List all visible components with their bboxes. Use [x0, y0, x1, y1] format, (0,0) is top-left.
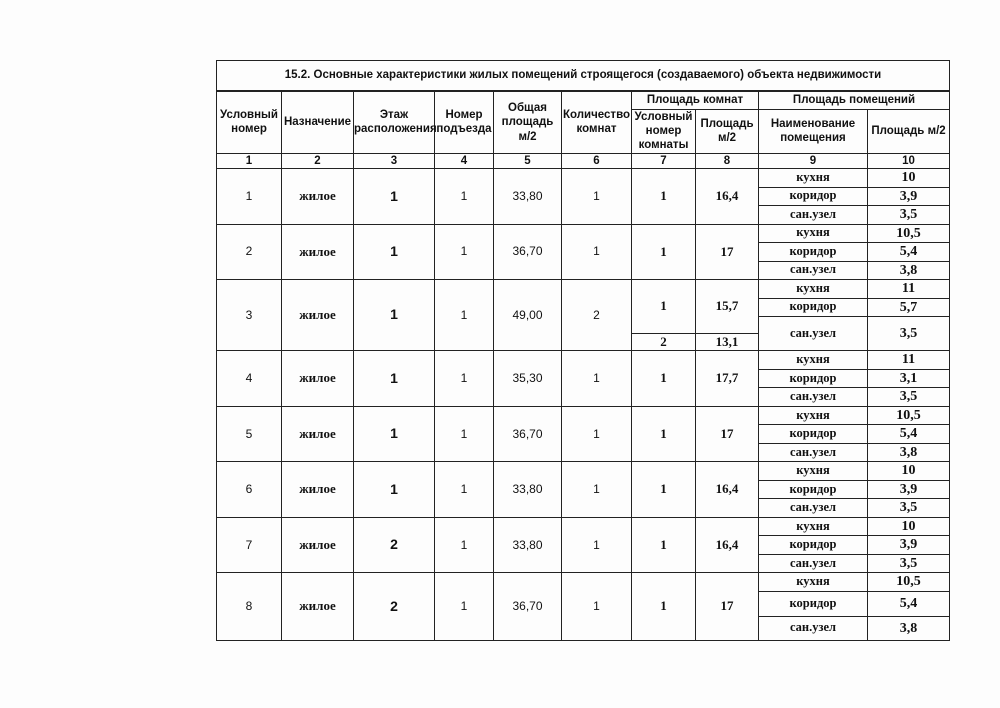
premise-area: 5,4: [868, 591, 950, 616]
table-row: [217, 169, 950, 188]
header-premise-name: Наименование помещения: [759, 109, 868, 153]
premise-area: 3,8: [868, 261, 950, 280]
premise-area: 10,5: [868, 224, 950, 243]
header-room-area: Площадь м/2: [696, 109, 759, 153]
premise-name: сан.узел: [759, 616, 868, 640]
table-row: [217, 406, 950, 425]
apartment-entrance: 1: [435, 573, 494, 641]
table-row: [217, 517, 950, 536]
column-number: 6: [562, 153, 632, 168]
apartment-number: 3: [217, 280, 282, 351]
apartment-total-area: 35,30: [494, 351, 562, 407]
header-floor: Этаж расположения: [354, 91, 435, 153]
apartment-rooms-count: 2: [562, 280, 632, 351]
table-row: [217, 462, 950, 481]
apartment-rooms-count: 1: [562, 224, 632, 280]
apartment-total-area: 36,70: [494, 406, 562, 462]
room-number: 1: [632, 224, 696, 280]
table-row: [217, 280, 950, 299]
apartment-total-area: 33,80: [494, 169, 562, 225]
premise-area: 3,8: [868, 443, 950, 462]
header-room-cond-number: Условный номер комнаты: [632, 109, 696, 153]
table-row: [217, 573, 950, 592]
apartment-number: 2: [217, 224, 282, 280]
room-number: 2: [632, 334, 696, 351]
apartment-rooms-count: 1: [562, 169, 632, 225]
apartment-floor: 2: [354, 517, 435, 573]
premise-area: 3,5: [868, 499, 950, 518]
apartment-purpose: жилое: [282, 573, 354, 641]
premise-name: сан.узел: [759, 554, 868, 573]
premise-name: кухня: [759, 462, 868, 481]
apartment-rooms-count: 1: [562, 351, 632, 407]
apartment-total-area: 36,70: [494, 224, 562, 280]
premise-name: кухня: [759, 517, 868, 536]
premise-name: сан.узел: [759, 388, 868, 407]
column-number: 4: [435, 153, 494, 168]
room-area: 17: [696, 224, 759, 280]
header-rooms-count: Количество комнат: [562, 91, 632, 153]
column-number: 10: [868, 153, 950, 168]
room-number: 1: [632, 462, 696, 518]
apartment-number: 5: [217, 406, 282, 462]
apartment-entrance: 1: [435, 406, 494, 462]
premise-area: 5,4: [868, 425, 950, 444]
premise-area: 11: [868, 280, 950, 299]
apartment-purpose: жилое: [282, 224, 354, 280]
apartment-rooms-count: 1: [562, 573, 632, 641]
premise-area: 10: [868, 517, 950, 536]
header-premise-area: Площадь м/2: [868, 109, 950, 153]
apartment-rooms-count: 1: [562, 517, 632, 573]
apartment-entrance: 1: [435, 351, 494, 407]
table-title: 15.2. Основные характеристики жилых помещений строящегося (создаваемого) объекта недвижимости: [217, 61, 950, 92]
premise-area: 3,5: [868, 554, 950, 573]
apartment-floor: 1: [354, 462, 435, 518]
apartment-number: 7: [217, 517, 282, 573]
premise-area: 10,5: [868, 573, 950, 592]
premise-name: кухня: [759, 224, 868, 243]
room-number: 1: [632, 406, 696, 462]
apartment-total-area: 33,80: [494, 462, 562, 518]
premise-name: кухня: [759, 169, 868, 188]
room-area: 16,4: [696, 462, 759, 518]
room-number: 1: [632, 573, 696, 641]
apartment-entrance: 1: [435, 169, 494, 225]
header-purpose: Назначение: [282, 91, 354, 153]
header-cond-number: Условный номер: [217, 91, 282, 153]
premise-area: 11: [868, 351, 950, 370]
column-number: 3: [354, 153, 435, 168]
room-area: 15,7: [696, 280, 759, 334]
apartment-floor: 1: [354, 351, 435, 407]
premise-name: коридор: [759, 187, 868, 206]
apartment-entrance: 1: [435, 462, 494, 518]
apartment-total-area: 36,70: [494, 573, 562, 641]
table-row: [217, 224, 950, 243]
header-entrance: Номер подъезда: [435, 91, 494, 153]
premise-area: 3,9: [868, 187, 950, 206]
premise-name: коридор: [759, 591, 868, 616]
room-area: 17: [696, 573, 759, 641]
apartment-entrance: 1: [435, 224, 494, 280]
apartment-purpose: жилое: [282, 169, 354, 225]
premise-area: 3,5: [868, 206, 950, 225]
premise-name: сан.узел: [759, 499, 868, 518]
apartment-floor: 1: [354, 169, 435, 225]
apartment-entrance: 1: [435, 280, 494, 351]
premise-name: кухня: [759, 406, 868, 425]
room-area: 13,1: [696, 334, 759, 351]
premise-name: коридор: [759, 480, 868, 499]
premise-name: кухня: [759, 280, 868, 299]
apartment-purpose: жилое: [282, 280, 354, 351]
premise-name: сан.узел: [759, 261, 868, 280]
apartment-total-area: 49,00: [494, 280, 562, 351]
header-premises-area-group: Площадь помещений: [759, 91, 950, 109]
apartment-number: 1: [217, 169, 282, 225]
room-number: 1: [632, 351, 696, 407]
premise-area: 10,5: [868, 406, 950, 425]
apartment-floor: 2: [354, 573, 435, 641]
premise-name: сан.узел: [759, 206, 868, 225]
apartment-floor: 1: [354, 280, 435, 351]
apartment-number: 6: [217, 462, 282, 518]
apartment-purpose: жилое: [282, 351, 354, 407]
room-area: 17,7: [696, 351, 759, 407]
apartment-entrance: 1: [435, 517, 494, 573]
premise-name: коридор: [759, 425, 868, 444]
table-row: [217, 351, 950, 370]
room-area: 16,4: [696, 169, 759, 225]
premise-name: кухня: [759, 351, 868, 370]
apartment-floor: 1: [354, 224, 435, 280]
apartment-purpose: жилое: [282, 462, 354, 518]
column-number: 5: [494, 153, 562, 168]
premise-area: 3,5: [868, 388, 950, 407]
room-number: 1: [632, 280, 696, 334]
apartment-number: 8: [217, 573, 282, 641]
header-total-area: Общая площадь м/2: [494, 91, 562, 153]
premise-name: сан.узел: [759, 317, 868, 351]
apartment-rooms-count: 1: [562, 406, 632, 462]
column-number: 8: [696, 153, 759, 168]
room-area: 17: [696, 406, 759, 462]
room-number: 1: [632, 169, 696, 225]
premise-name: коридор: [759, 369, 868, 388]
room-number: 1: [632, 517, 696, 573]
apartment-number: 4: [217, 351, 282, 407]
premise-name: кухня: [759, 573, 868, 592]
header-rooms-area-group: Площадь комнат: [632, 91, 759, 109]
apartment-rooms-count: 1: [562, 462, 632, 518]
premise-area: 3,9: [868, 536, 950, 555]
premise-area: 5,4: [868, 243, 950, 262]
apartments-table: [216, 60, 950, 641]
column-number: 7: [632, 153, 696, 168]
apartment-total-area: 33,80: [494, 517, 562, 573]
premise-area: 3,1: [868, 369, 950, 388]
premise-area: 5,7: [868, 298, 950, 317]
premise-area: 10: [868, 169, 950, 188]
premise-name: коридор: [759, 536, 868, 555]
premise-name: коридор: [759, 243, 868, 262]
column-number: 9: [759, 153, 868, 168]
premise-area: 3,8: [868, 616, 950, 640]
premise-area: 3,9: [868, 480, 950, 499]
premise-name: сан.узел: [759, 443, 868, 462]
premise-area: 3,5: [868, 317, 950, 351]
column-number: 1: [217, 153, 282, 168]
premise-name: коридор: [759, 298, 868, 317]
apartment-floor: 1: [354, 406, 435, 462]
room-area: 16,4: [696, 517, 759, 573]
premise-area: 10: [868, 462, 950, 481]
apartment-purpose: жилое: [282, 517, 354, 573]
apartment-purpose: жилое: [282, 406, 354, 462]
column-number: 2: [282, 153, 354, 168]
